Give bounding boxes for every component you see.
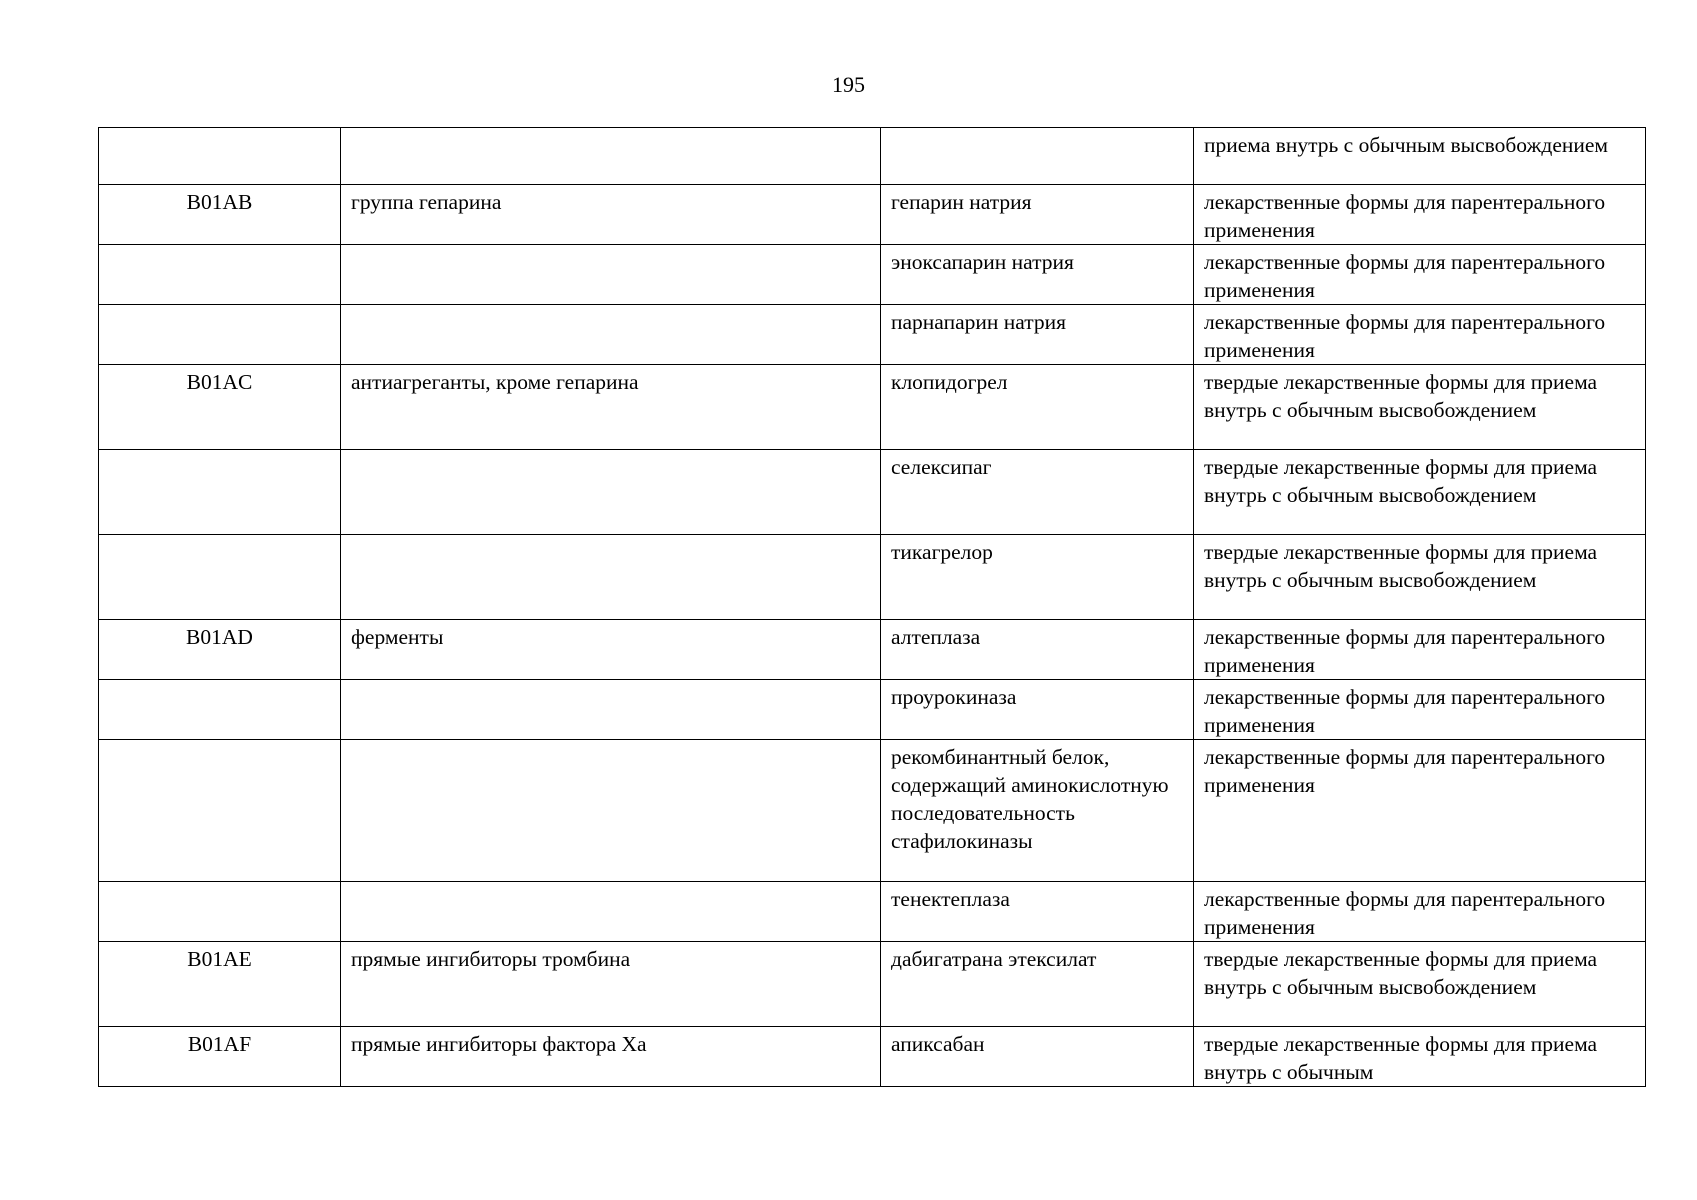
group-name-cell: прямые ингибиторы тромбина: [341, 942, 881, 1027]
dosage-form-cell: лекарственные формы для парентерального применения: [1194, 305, 1646, 365]
dosage-form-cell: лекарственные формы для парентерального применения: [1194, 740, 1646, 882]
table-row: [99, 882, 1646, 942]
atc-code-cell: B01AC: [99, 365, 341, 450]
dosage-form-cell: лекарственные формы для парентерального применения: [1194, 185, 1646, 245]
drug-name-cell: апиксабан: [881, 1027, 1194, 1087]
table-row: [99, 620, 1646, 680]
atc-code-cell: B01AE: [99, 942, 341, 1027]
atc-code-cell: [99, 882, 341, 942]
dosage-form-cell: лекарственные формы для парентерального применения: [1194, 245, 1646, 305]
drug-name-cell: селексипаг: [881, 450, 1194, 535]
drug-name-cell: тенектеплаза: [881, 882, 1194, 942]
group-name-cell: [341, 245, 881, 305]
dosage-form-cell: твердые лекарственные формы для приема внутрь с обычным высвобождением: [1194, 942, 1646, 1027]
drug-name-cell: гепарин натрия: [881, 185, 1194, 245]
table-row: [99, 185, 1646, 245]
drug-table: [98, 127, 1646, 1087]
atc-code-cell: [99, 450, 341, 535]
drug-name-cell: алтеплаза: [881, 620, 1194, 680]
group-name-cell: [341, 680, 881, 740]
drug-name-cell: парнапарин натрия: [881, 305, 1194, 365]
group-name-cell: антиагреганты, кроме гепарина: [341, 365, 881, 450]
dosage-form-cell: лекарственные формы для парентерального применения: [1194, 882, 1646, 942]
table-row: [99, 535, 1646, 620]
dosage-form-cell: твердые лекарственные формы для приема внутрь с обычным высвобождением: [1194, 450, 1646, 535]
group-name-cell: [341, 535, 881, 620]
table-row: [99, 450, 1646, 535]
atc-code-cell: [99, 740, 341, 882]
dosage-form-cell: твердые лекарственные формы для приема внутрь с обычным: [1194, 1027, 1646, 1087]
group-name-cell: ферменты: [341, 620, 881, 680]
atc-code-cell: [99, 680, 341, 740]
dosage-form-cell: твердые лекарственные формы для приема внутрь с обычным высвобождением: [1194, 365, 1646, 450]
dosage-form-cell: твердые лекарственные формы для приема внутрь с обычным высвобождением: [1194, 535, 1646, 620]
group-name-cell: группа гепарина: [341, 185, 881, 245]
group-name-cell: [341, 450, 881, 535]
table-row: [99, 245, 1646, 305]
group-name-cell: прямые ингибиторы фактора Ха: [341, 1027, 881, 1087]
table-row: [99, 740, 1646, 882]
table-row: [99, 680, 1646, 740]
table-row: [99, 128, 1646, 185]
group-name-cell: [341, 305, 881, 365]
page-number: 195: [832, 72, 865, 97]
atc-code-cell: [99, 128, 341, 185]
drug-name-cell: [881, 128, 1194, 185]
group-name-cell: [341, 128, 881, 185]
group-name-cell: [341, 740, 881, 882]
group-name-cell: [341, 882, 881, 942]
atc-code-cell: [99, 535, 341, 620]
atc-code-cell: [99, 245, 341, 305]
atc-code-cell: B01AB: [99, 185, 341, 245]
table-row: [99, 365, 1646, 450]
drug-name-cell: тикагрелор: [881, 535, 1194, 620]
dosage-form-cell: лекарственные формы для парентерального применения: [1194, 620, 1646, 680]
atc-code-cell: B01AF: [99, 1027, 341, 1087]
drug-name-cell: клопидогрел: [881, 365, 1194, 450]
table-row: [99, 1027, 1646, 1087]
dosage-form-cell: приема внутрь с обычным высвобождением: [1194, 128, 1646, 185]
dosage-form-cell: лекарственные формы для парентерального применения: [1194, 680, 1646, 740]
drug-name-cell: дабигатрана этексилат: [881, 942, 1194, 1027]
table-row: [99, 305, 1646, 365]
atc-code-cell: B01AD: [99, 620, 341, 680]
drug-name-cell: рекомбинантный белок, содержащий аминокислотную последовательность стафилокиназы: [881, 740, 1194, 882]
atc-code-cell: [99, 305, 341, 365]
drug-name-cell: эноксапарин натрия: [881, 245, 1194, 305]
table-row: [99, 942, 1646, 1027]
drug-name-cell: проурокиназа: [881, 680, 1194, 740]
